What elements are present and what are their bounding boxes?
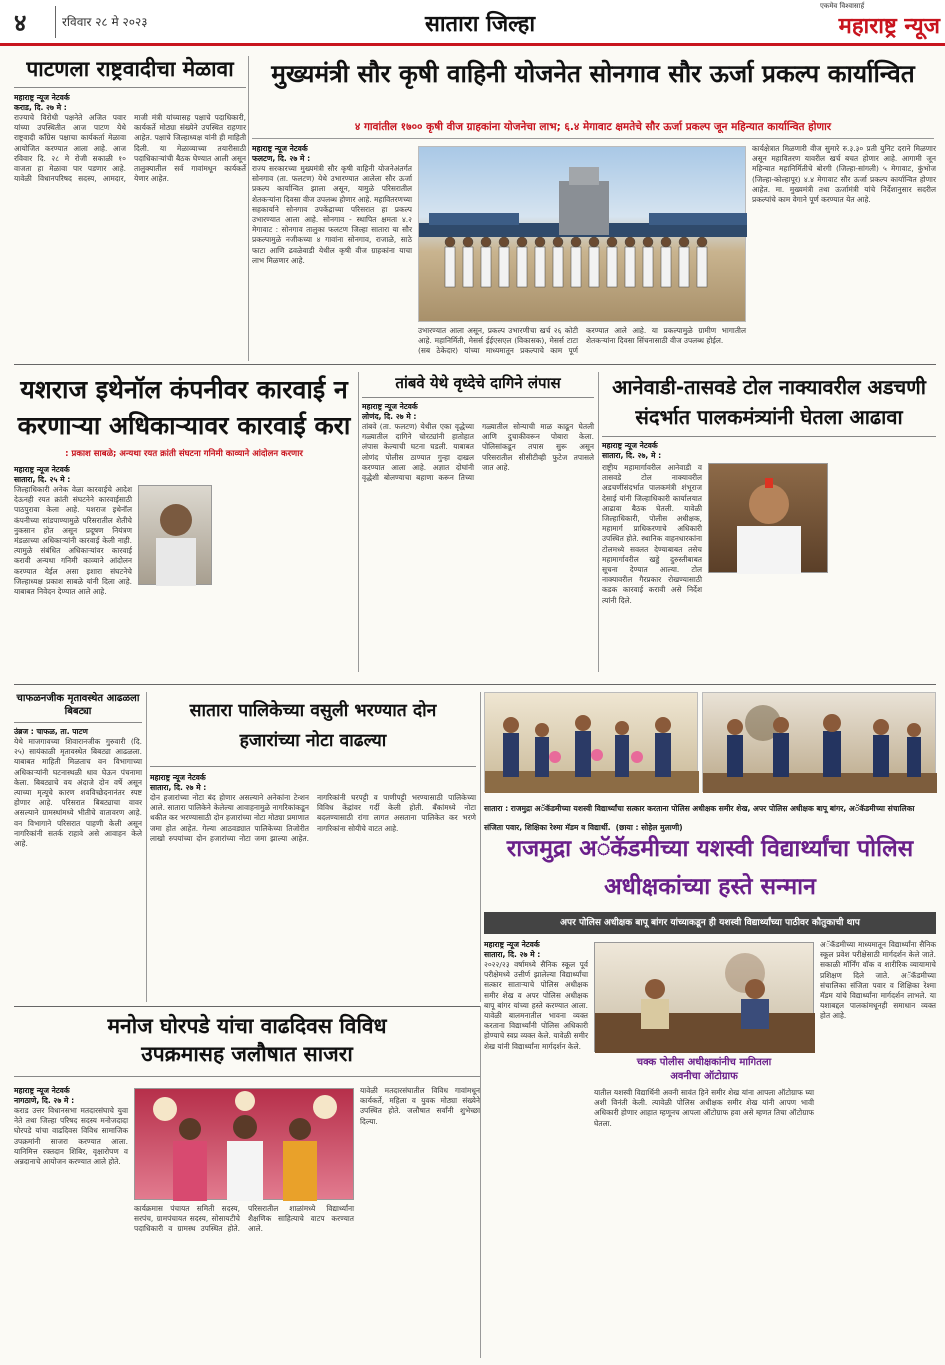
article-palika [150,692,476,1002]
solar-plant-photo [418,146,746,322]
rajmudra-body [484,940,936,1358]
district-title: सातारा जिल्हा [424,12,536,37]
article-headline: यशराज इथेनॉल कंपनीवर कारवाई न करणाऱ्या अधिकाऱ्यावर कारवाई करा [17,375,351,440]
photo-credit: (छाया : सोहेल मुलाणी) [615,823,683,832]
byline-place: सातारा, दि. २७ मे : [484,950,541,959]
column-rule [248,56,249,361]
section-rule [14,684,936,685]
caption-text: सातारा : राजमुद्रा अॅकॅडमीच्या यशस्वी विद्यार्थ्यांचा सत्कार करताना पोलिस अधीक्षक समीर शेख, अपर पोलिस अधीक्षक बापू बांगर, अॅकॅडमीच्या संचालिका संजिता पवार, शिक्षिका रेश्मा मॅडम व विद्यार्थी. [484,804,915,832]
article-tambve [362,372,594,672]
rajmudra-photo-caption [484,796,936,832]
article-headline: पाटणला राष्ट्रवादीचा मेळावा [26,57,234,81]
column-rule [358,372,359,672]
header-divider [55,6,56,38]
lead-rule [252,138,934,139]
column-rule [146,692,147,1002]
byline-source: महाराष्ट्र न्यूज नेटवर्क [602,441,658,450]
article-body: येथे माजगावच्या शिवारानजीक गुरुवारी (दि. २५) सायंकाळी मृतावस्थेत बिबट्या आढळला. याबाबत माहिती मिळताच वन विभागाच्या अधिकाऱ्यांनी घटनास्थळी धाव घेऊन पंचनामा केला. बिबट्याचे वय अंदाजे दोन वर्षे असून त्याच्या मृत्यूचे कारण शवविच्छेदनानंतर स्पष्ट होणार आहे. परिसरात बिबट्याचा वावर असल्याने ग्रामस्थांमध्ये भीतीचे वातावरण आहे. वन विभागाने परिसरात पाहणी केली असून नागरिकांनी सतर्क राहावे असे आवाहन केले आहे. [14,737,142,849]
masthead [0,0,945,46]
autograph-inset [594,1056,814,1358]
byline-source: महाराष्ट्र न्यूज नेटवर्क [362,402,418,411]
article-body: राज्य सरकारच्या मुख्यमंत्री सौर कृषी वाहिनी योजनेअंतर्गत सोनगाव (ता. फलटण) येथे उभारण्यात आलेला सौर ऊर्जा प्रकल्प कार्यान्वित झाला असून, यामुळे परिसरातील शेतकऱ्यांना दिवसा वीज उपलब्ध होणार आहे. महावितरणच्या सहकार्याने सोनगाव उपकेंद्राच्या परिसरात हा प्रकल्प उभारण्यात आला आहे. सोनगाव - स्थापित क्षमता ४.२ मेगावाट : सोनगाव तालुका फलटण जिल्हा सातारा या सौर प्रकल्पामुळे नजीकच्या ४ गावांना सोनगाव, राजाळे, साठे फाटा आणि ढवळेवाडी येथील कृषी वीज ग्राहकांना याचा लाभ मिळणार आहे. [252,164,412,265]
byline-place: उंब्रज : चाफळ, ता. पाटण [14,727,88,736]
article-body: उभारण्यात आला असून, प्रकल्प उभारणीचा खर्च २६ कोटी आहे. महानिर्मिती, मेसर्स ईईएसएल (विकासक), मेसर्स टाटा (सब ठेकेदार) यांच्या माध्यमातून प्रकल्पाचे काम पूर्ण करण्यात आले आहे. या प्रकल्पामुळे ग्रामीण भागातील शेतकऱ्यांना दिवसा सिंचनासाठी वीज उपलब्ध होईल. [418,326,746,356]
article-body: तांबवे (ता. फलटण) येथील एका वृद्धेच्या गळ्यातील दागिने चोरट्यांनी हातोहात लंपास केल्याची घटना घडली. याबाबत लोणंद पोलीस ठाण्यात गुन्हा दाखल करण्यात आला आहे. अज्ञात दोघांनी वृद्धेशी बोलण्याचा बहाणा करून तिच्या गळ्यातील सोन्याची माळ काढून घेतली आणि दुचाकीवरून पोबारा केला. पोलिसांकडून तपास सुरू असून परिसरातील सीसीटीव्ही फुटेज तपासले जात आहे. [362,422,594,483]
article-body: २०२२/२३ वर्षामध्ये सैनिक स्कूल पूर्व परीक्षेमध्ये उत्तीर्ण झालेल्या विद्यार्थ्यांचा सत्कार साताऱ्याचे पोलिस अधीक्षक समीर शेख व अपर पोलिस अधीक्षक बापू बांगर यांच्या हस्ते करण्यात आला. यावेळी बालमनातील भावना व्यक्त करताना विद्यार्थ्यांनी पोलिस अधिकारी होण्याचे स्वप्न व्यक्त केले. यावेळी समीर शेख यांनी विद्यार्थ्यांना मार्गदर्शन केले. [484,960,588,1051]
article-body: कराड उत्तर विधानसभा मतदारसंघाचे युवा नेते तथा जिल्हा परिषद सदस्य मनोजदादा घोरपडे यांचा वाढदिवस विविध सामाजिक उपक्रमांनी साजरा करण्यात आला. यानिमित्त रक्तदान शिबिर, वृक्षारोपण व अन्नदानाचे आयोजन करण्यात आले होते. [14,1106,128,1167]
byline-place: नागठाणे, दि. २७ मे : [14,1096,75,1105]
page-number: ४ [14,9,27,37]
issue-date: रविवार २८ मे २०२३ [62,15,148,29]
portrait-photo [138,485,212,585]
byline-source: महाराष्ट्र न्यूज नेटवर्क [252,144,308,153]
article-headline-line-1: मनोज घोरपडे यांचा वाढदिवस विविध [107,1014,387,1038]
article-body: अॅकॅडमीच्या माध्यमातून विद्यार्थ्यांना सैनिक स्कूल प्रवेश परीक्षेसाठी मार्गदर्शन केले जाते. सकाळी मॉर्निंग वॉक व शारीरिक व्यायामाचे प्रशिक्षण दिले जाते. अॅकॅडमीच्या संचालिका संजिता पवार व शिक्षिका रेश्मा मॅडम यांचे विद्यार्थ्यांना मार्गदर्शन लाभले. या यशाबद्दल पालकांमधूनही समाधान व्यक्त होत आहे. [820,940,936,1021]
article-manoj [14,1012,480,1358]
section-rule [14,364,936,365]
byline-place: सातारा, दि. २७, मे : [602,451,662,460]
article-patan [14,56,246,358]
inset-body: यातील यशस्वी विद्यार्थिनी अवनी सावंत हिने समीर शेख यांना आपला ऑटोग्राफ घ्या अशी विनंती केली. त्यावेळी पोलिस अधीक्षक समीर शेख यांनी आपण भावी अधिकारी होणार आहात म्हणूनच आपला ऑटोग्राफ हवा असे म्हणत तिचा ऑटोग्राफ घेतला. [594,1088,814,1128]
lead-col-4 [752,144,936,359]
article-headline: तांबवे येथे वृध्देचे दागिने लंपास [395,374,561,392]
column-rule [480,692,481,1002]
article-body: राष्ट्रीय महामार्गावरील आनेवाडी व तासवडे टोल नाक्यावरील अडचणींसंदर्भात पालकमंत्री शंभूराज देसाई यांनी जिल्हाधिकारी कार्यालयात आढावा बैठक घेतली. यावेळी जिल्हाधिकारी, पोलीस अधीक्षक, महामार्ग प्राधिकरणाचे अधिकारी उपस्थित होते. स्थानिक वाहनधारकांना टोलमध्ये सवलत देण्याबाबत तसेच महामार्गावरील खड्डे दुरुस्तीबाबत सूचना देण्यात आल्या. टोल नाक्यावरील गैरप्रकार रोखण्यासाठी कडक कारवाई करावी असे निर्देश त्यांनी दिले. [602,463,702,605]
brand-logo: महाराष्ट्र न्यूज [838,14,940,39]
article-subhead: : प्रकाश साबळे; अन्यथा रयत क्रांती संघटना गनिमी काव्याने आंदोलन करणार [65,449,303,459]
article-yashraj [14,372,354,672]
article-body: दोन हजारांच्या नोटा बंद होणार असल्याने अनेकांना टेन्शन आले. सातारा पालिकेने केलेल्या आवाहनामुळे नागरिकांकडून थकीत कर भरण्यासाठी दोन हजारांच्या नोटा मोठ्या प्रमाणात जमा होत आहेत. गेल्या आठवड्यात पालिकेच्या तिजोरीत लाखो रुपयांच्या दोन हजारांच्या नोटा जमा झाल्या आहेत. नागरिकांनी घरपट्टी व पाणीपट्टी भरण्यासाठी पालिकेच्या विविध केंद्रांवर गर्दी केली होती. बँकांमध्ये नोटा बदलण्यासाठी रांगा लागत असताना पालिकेत कर भरणे नागरिकांना सोयीचे वाटत आहे. [150,793,476,843]
article-body: यावेळी मतदारसंघातील विविध गावांमधून कार्यकर्ते, महिला व युवक मोठ्या संख्येने उपस्थित होते. जलौषात सर्वांनी शुभेच्छा दिल्या. [360,1086,480,1126]
byline-source: महाराष्ट्र न्यूज नेटवर्क [14,465,70,474]
minister-photo [708,463,828,573]
byline-place: फलटण, दि. २७ मे : [252,154,311,163]
rajmudra-photo-right [702,692,936,792]
byline-place: सातारा, दि. २७ मे : [150,783,207,792]
section-rule [14,1006,480,1007]
column-rule [480,1006,481,1358]
rajmudra-headline: राजमुद्रा अॅकॅडमीच्या यशस्वी विद्यार्थ्यांचा पोलिस अधीक्षकांच्या हस्ते सन्मान [506,836,914,900]
article-body-continued [594,1148,814,1364]
byline-source: महाराष्ट्र न्यूज नेटवर्क [14,1086,70,1095]
article-body: कार्यक्षेत्रात मिळणारी वीज सुमारे रु.३.३० प्रती युनिट दराने मिळणार असून महावितरण यावरील खर्च बचत होणार आहे. आगामी जून महिन्यात महानिर्मितीचे बोरगी (जिल्हा-सांगली) ५ मेगावाट, कुंभोज (जिल्हा-कोल्हापूर) ४.४ मेगावाट सौर ऊर्जा प्रकल्प कार्यान्वित होणार आहेत. मा. मुख्यमंत्री तथा ऊर्जामंत्री यांचे निर्देशानुसार सदरील प्रकल्पांचे काम वेगाने पूर्ण करण्यात येत आहे. [752,144,936,205]
lead-col-1 [252,144,412,359]
byline-place: लोणंद, दि. २७ मे : [362,412,417,421]
lead-headline: मुख्यमंत्री सौर कृषी वाहिनी योजनेत सोनगाव सौर ऊर्जा प्रकल्प कार्यान्वित [271,59,915,88]
lead-subhead: ४ गावांतील १७०० कृषी वीज ग्राहकांना योजनेचा लाभ; ६.४ मेगावाट क्षमतेचे सौर ऊर्जा प्रकल्प जून महिन्यात कार्यान्वित होणार [354,121,832,133]
column-rule [598,372,599,672]
byline-place: सातारा, दि. २५ मे : [14,475,71,484]
autograph-photo [594,942,814,1052]
article-body: कार्यक्रमास पंचायत समिती सदस्य, सरपंच, ग्रामपंचायत सदस्य, सोसायटीचे पदाधिकारी व ग्रामस्थ उपस्थित होते. परिसरातील शाळांमध्ये विद्यार्थ्यांना शैक्षणिक साहित्याचे वाटप करण्यात आले. [134,1204,354,1234]
byline-source: महाराष्ट्र न्यूज नेटवर्क [150,773,206,782]
lead-col-3 [592,326,748,360]
byline-place: कराड, दि. २७ मे : [14,103,67,112]
article-headline-line-2: उपक्रमासह जलौषात साजरा [141,1042,353,1066]
article-headline: सातारा पालिकेच्या वसुली भरण्यात दोन हजारांच्या नोटा वाढल्या [189,701,437,751]
article-headline: आनेवाडी-तासवडे टोल नाक्यावरील अडचणी संदर्भात पालकमंत्र्यांनी घेतला आढावा [612,375,926,429]
brand-tagline: एकमेव विश्वासार्ह [820,2,865,10]
birthday-photo [134,1088,354,1200]
byline-source: महाराष्ट्र न्यूज नेटवर्क [484,940,540,949]
inset-title-2: अवनीचा ऑटोग्राफ [670,1071,738,1082]
article-headline: चाफळनजीक मृतावस्थेत आढळला बिबट्या [16,693,140,717]
byline-source: महाराष्ट्र न्यूज नेटवर्क [14,93,70,102]
article-toll [602,372,936,672]
inset-title-1: चक्क पोलीस अधीक्षकांनीच मागितला [636,1057,772,1068]
rajmudra-photo-left [484,692,698,792]
article-chaphal [14,692,142,1002]
article-body: जिल्हाधिकारी अनेक वेळा कारवाईचे आदेश देऊनही रयत क्रांती संघटनेने कारवाईसाठी पाठपुरावा केला आहे. यशराज इथेनॉल कंपनीच्या सांडपाण्यामुळे परिसरातील शेतीचे नुकसान होत असून प्रदूषण नियंत्रण मंडळाच्या अधिकाऱ्यांनी कारवाई केली नाही. त्यामुळे संबंधित अधिकाऱ्यांवर कारवाई करावी अन्यथा गनिमी काव्याने आंदोलन करण्यात येईल असा इशारा संघटनेचे जिल्हाध्यक्ष प्रकाश साबळे यांनी दिला आहे. याबाबत निवेदन देण्यात आले आहे. [14,485,132,597]
article-body: राज्याचे विरोधी पक्षनेते अजित पवार यांच्या उपस्थितीत आज पाटण येथे राष्ट्रवादी काँग्रेस पक्षाचा कार्यकर्ता मेळावा आयोजित करण्यात आला आहे. आज रविवार दि. २८ मे रोजी सकाळी १० वाजता हा मेळावा पार पडणार आहे. यावेळी विधानपरिषद सदस्य, आमदार, माजी मंत्री यांच्यासह पक्षाचे पदाधिकारी, कार्यकर्ते मोठ्या संख्येने उपस्थित राहणार आहेत. पक्षाचे जिल्हाध्यक्ष यांनी ही माहिती दिली. या मेळाव्याच्या तयारीसाठी पदाधिकाऱ्यांची बैठक घेण्यात आली असून तालुक्यातील सर्व गावांमधून कार्यकर्ते येणार आहेत. [14,113,246,184]
rajmudra-subhead: अपर पोलिस अधीक्षक बापू बांगर यांच्याकडून ही यशस्वी विद्यार्थ्यांच्या पाठीवर कौतुकाची थाप [484,912,936,934]
